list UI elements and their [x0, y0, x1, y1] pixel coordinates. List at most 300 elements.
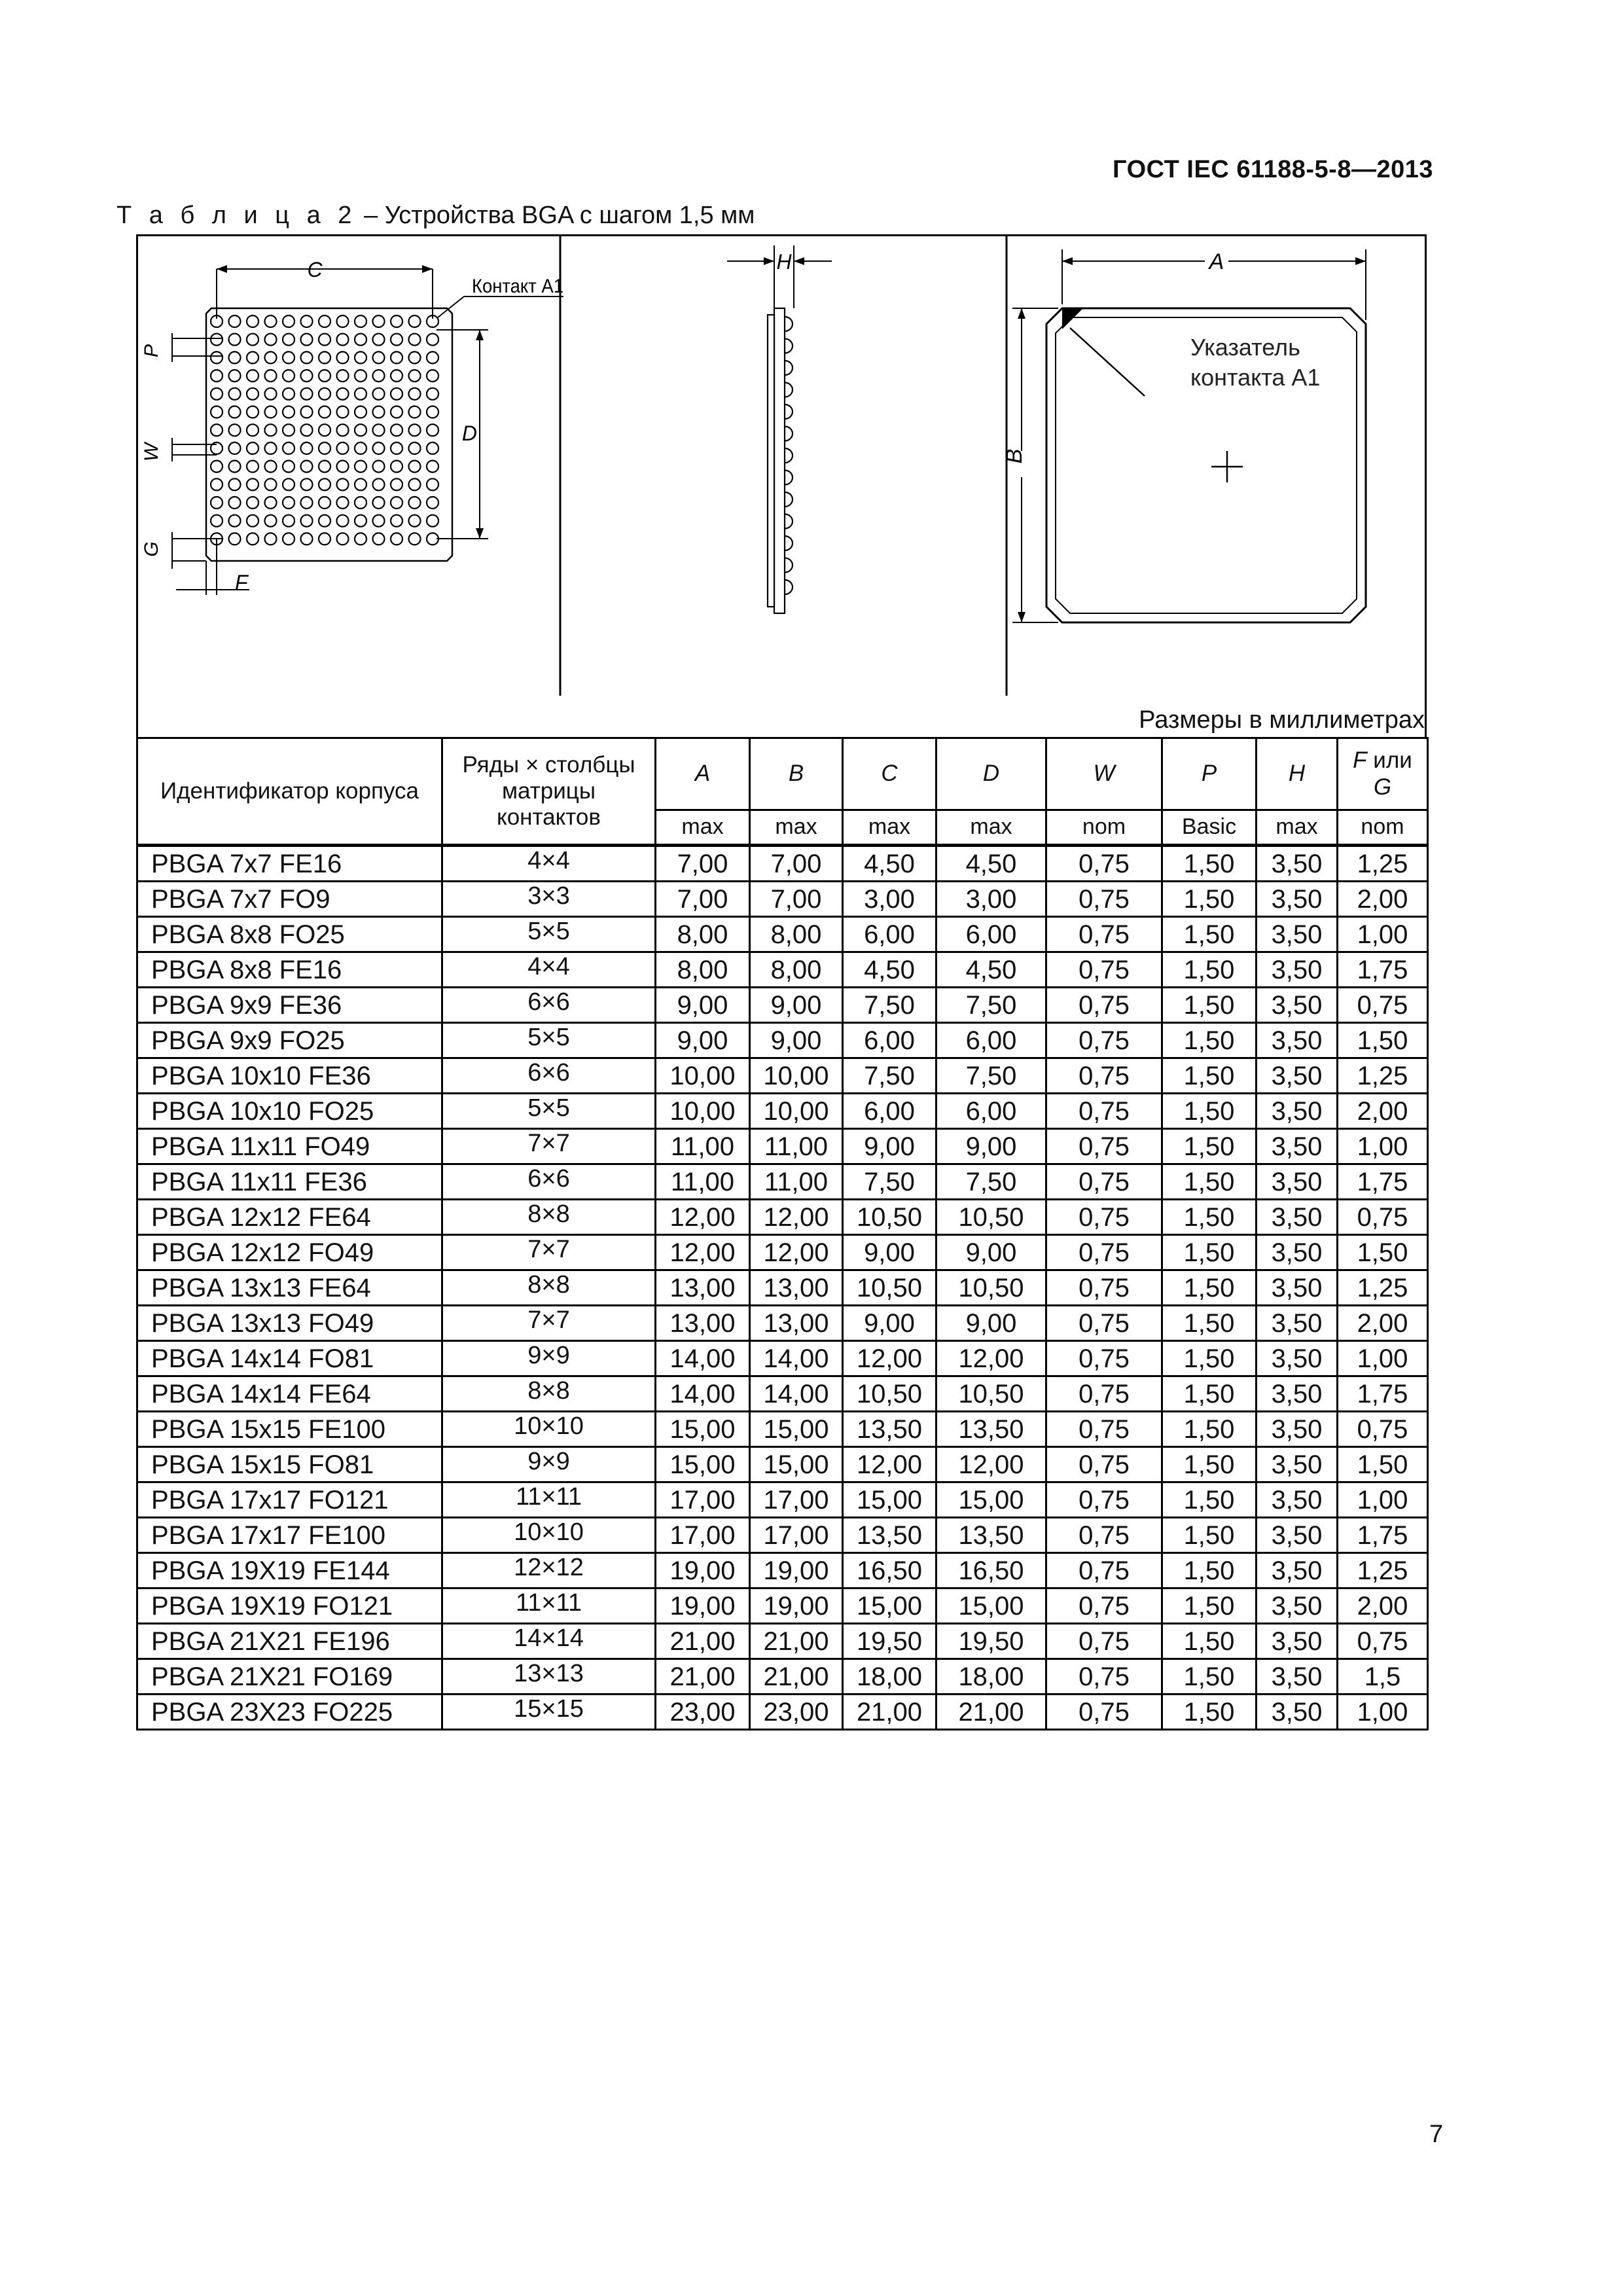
value-cell: 15,00 [843, 1482, 936, 1518]
value-cell: 4,50 [843, 846, 936, 882]
value-cell: 11,00 [750, 1129, 843, 1164]
table-row [137, 1447, 1428, 1482]
value-cell: 13,00 [750, 1270, 843, 1306]
units-note: Размеры в миллиметрах [1139, 706, 1425, 734]
value-cell: 19,00 [750, 1553, 843, 1588]
value-cell: 0,75 [1046, 917, 1162, 952]
header-g: G [1373, 774, 1392, 800]
value-cell: 10,50 [843, 1270, 936, 1306]
value-cell: 4,50 [936, 952, 1046, 988]
value-cell: 1,75 [1338, 1518, 1428, 1553]
value-cell: 2,00 [1338, 1306, 1428, 1341]
value-cell: 1,50 [1338, 1023, 1428, 1058]
matrix-cell: 10×10 [442, 1518, 656, 1553]
value-cell: 23,00 [750, 1695, 843, 1730]
value-cell: 17,00 [656, 1482, 750, 1518]
value-cell: 18,00 [936, 1659, 1046, 1695]
top-view-drawing [1012, 249, 1366, 622]
dim-label-c: C [307, 258, 323, 281]
value-cell: 0,75 [1046, 988, 1162, 1023]
value-cell: 15,00 [750, 1447, 843, 1482]
value-cell: 2,00 [1338, 1094, 1428, 1129]
package-id-cell: PBGA 8x8 FO25 [137, 917, 442, 952]
table-row [137, 1659, 1428, 1695]
value-cell: 0,75 [1046, 1094, 1162, 1129]
table-row [137, 952, 1428, 988]
package-id-cell: PBGA 21X21 FE196 [137, 1624, 442, 1659]
table-row [137, 846, 1428, 882]
bottom-view-drawing [172, 265, 563, 595]
value-cell: 10,50 [843, 1200, 936, 1235]
value-cell: 0,75 [1046, 1518, 1162, 1553]
value-cell: 9,00 [656, 988, 750, 1023]
value-cell: 13,50 [843, 1518, 936, 1553]
matrix-cell: 7×7 [442, 1306, 656, 1341]
table-row [137, 1094, 1428, 1129]
value-cell: 21,00 [843, 1695, 936, 1730]
value-cell: 0,75 [1046, 882, 1162, 917]
value-cell: 12,00 [936, 1447, 1046, 1482]
value-cell: 15,00 [656, 1412, 750, 1447]
table-body [137, 846, 1428, 1730]
package-id-cell: PBGA 13x13 FE64 [137, 1270, 442, 1306]
solder-ball-side [785, 471, 793, 485]
solder-ball-side [785, 361, 793, 375]
value-cell: 9,00 [936, 1129, 1046, 1164]
value-cell: 11,00 [656, 1129, 750, 1164]
package-id-cell: PBGA 9x9 FO25 [137, 1023, 442, 1058]
value-cell: 1,50 [1162, 846, 1257, 882]
value-cell: 3,50 [1257, 1200, 1338, 1235]
package-id-cell: PBGA 14x14 FE64 [137, 1376, 442, 1412]
table-row [137, 1376, 1428, 1412]
subheader-cell: max [1257, 810, 1338, 846]
package-id-cell: PBGA 19X19 FE144 [137, 1553, 442, 1588]
value-cell: 8,00 [750, 917, 843, 952]
subheader-cell: max [750, 810, 843, 846]
value-cell: 1,75 [1338, 952, 1428, 988]
dim-label-d: D [461, 422, 477, 445]
solder-ball-side [785, 317, 793, 331]
value-cell: 10,00 [656, 1058, 750, 1094]
matrix-cell: 8×8 [442, 1200, 656, 1235]
value-cell: 1,50 [1162, 1164, 1257, 1200]
table-row [137, 1058, 1428, 1094]
header-b: B [750, 738, 843, 810]
value-cell: 3,50 [1257, 1624, 1338, 1659]
package-id-cell: PBGA 7x7 FE16 [137, 846, 442, 882]
subheader-cell: nom [1338, 810, 1428, 846]
value-cell: 19,00 [656, 1588, 750, 1624]
value-cell: 1,50 [1162, 1094, 1257, 1129]
matrix-cell: 4×4 [442, 952, 656, 988]
value-cell: 7,50 [936, 1058, 1046, 1094]
package-id-cell: PBGA 10x10 FE36 [137, 1058, 442, 1094]
value-cell: 1,50 [1162, 1695, 1257, 1730]
dim-label-h: H [776, 250, 792, 274]
table-row [137, 1624, 1428, 1659]
header-c: C [843, 738, 936, 810]
value-cell: 21,00 [936, 1695, 1046, 1730]
value-cell: 1,50 [1162, 1058, 1257, 1094]
solder-ball-side [785, 427, 793, 441]
value-cell: 1,50 [1162, 1376, 1257, 1412]
matrix-cell: 4×4 [442, 846, 656, 882]
matrix-cell: 5×5 [442, 1094, 656, 1129]
package-id-cell: PBGA 23X23 FO225 [137, 1695, 442, 1730]
value-cell: 6,00 [936, 917, 1046, 952]
value-cell: 7,50 [843, 1164, 936, 1200]
value-cell: 19,00 [656, 1553, 750, 1588]
value-cell: 3,50 [1257, 1376, 1338, 1412]
value-cell: 1,50 [1162, 1553, 1257, 1588]
value-cell: 0,75 [1046, 846, 1162, 882]
side-ball-column [785, 317, 793, 594]
value-cell: 0,75 [1046, 952, 1162, 988]
matrix-cell: 7×7 [442, 1129, 656, 1164]
value-cell: 1,50 [1162, 952, 1257, 988]
value-cell: 3,50 [1257, 1659, 1338, 1695]
matrix-cell: 15×15 [442, 1695, 656, 1730]
matrix-cell: 9×9 [442, 1341, 656, 1376]
value-cell: 3,50 [1257, 1058, 1338, 1094]
value-cell: 19,50 [843, 1624, 936, 1659]
value-cell: 0,75 [1046, 1447, 1162, 1482]
solder-ball-side [785, 580, 793, 594]
package-id-cell: PBGA 12x12 FO49 [137, 1235, 442, 1270]
value-cell: 9,00 [843, 1306, 936, 1341]
value-cell: 14,00 [656, 1341, 750, 1376]
value-cell: 7,00 [656, 846, 750, 882]
value-cell: 1,50 [1162, 1341, 1257, 1376]
matrix-cell: 9×9 [442, 1447, 656, 1482]
bga-dimensions-table [136, 737, 1429, 1731]
value-cell: 10,00 [656, 1094, 750, 1129]
value-cell: 10,50 [936, 1200, 1046, 1235]
value-cell: 8,00 [750, 952, 843, 988]
matrix-cell: 13×13 [442, 1659, 656, 1695]
dim-label-w: W [141, 442, 162, 462]
value-cell: 1,50 [1162, 882, 1257, 917]
header-package-id: Идентификатор корпуса [137, 738, 442, 846]
value-cell: 21,00 [750, 1624, 843, 1659]
value-cell: 1,50 [1162, 1200, 1257, 1235]
solder-ball-side [785, 536, 793, 550]
value-cell: 7,50 [843, 988, 936, 1023]
value-cell: 0,75 [1046, 1341, 1162, 1376]
package-id-cell: PBGA 15x15 FO81 [137, 1447, 442, 1482]
subheader-cell: Basic [1162, 810, 1257, 846]
package-drawing-panel [136, 234, 1427, 738]
header-f-or-g [1338, 738, 1428, 810]
dim-label-g: G [141, 541, 162, 557]
value-cell: 8,00 [656, 917, 750, 952]
value-cell: 13,50 [843, 1412, 936, 1447]
package-id-cell: PBGA 9x9 FE36 [137, 988, 442, 1023]
value-cell: 3,50 [1257, 1412, 1338, 1447]
value-cell: 4,50 [843, 952, 936, 988]
value-cell: 7,50 [843, 1058, 936, 1094]
package-id-cell: PBGA 11x11 FO49 [137, 1129, 442, 1164]
value-cell: 17,00 [656, 1518, 750, 1553]
value-cell: 9,00 [750, 988, 843, 1023]
package-id-cell: PBGA 11x11 FE36 [137, 1164, 442, 1200]
package-drawing [138, 236, 1429, 740]
header-or: или [1366, 747, 1412, 774]
page-number: 7 [1429, 2121, 1444, 2148]
value-cell: 3,50 [1257, 1164, 1338, 1200]
value-cell: 13,00 [656, 1270, 750, 1306]
value-cell: 3,50 [1257, 952, 1338, 988]
table-row [137, 1129, 1428, 1164]
value-cell: 14,00 [750, 1376, 843, 1412]
value-cell: 21,00 [656, 1624, 750, 1659]
value-cell: 10,50 [936, 1376, 1046, 1412]
value-cell: 3,50 [1257, 1588, 1338, 1624]
value-cell: 1,25 [1338, 846, 1428, 882]
value-cell: 6,00 [936, 1023, 1046, 1058]
value-cell: 0,75 [1046, 1023, 1162, 1058]
value-cell: 1,50 [1162, 1412, 1257, 1447]
value-cell: 18,00 [843, 1659, 936, 1695]
value-cell: 3,50 [1257, 1482, 1338, 1518]
value-cell: 0,75 [1046, 1129, 1162, 1164]
table-row [137, 1235, 1428, 1270]
value-cell: 0,75 [1046, 1695, 1162, 1730]
value-cell: 2,00 [1338, 1588, 1428, 1624]
matrix-cell: 5×5 [442, 1023, 656, 1058]
value-cell: 0,75 [1046, 1588, 1162, 1624]
package-id-cell: PBGA 21X21 FO169 [137, 1659, 442, 1695]
value-cell: 12,00 [656, 1235, 750, 1270]
value-cell: 0,75 [1338, 1412, 1428, 1447]
side-view-drawing [727, 245, 832, 613]
package-id-cell: PBGA 14x14 FO81 [137, 1341, 442, 1376]
value-cell: 3,50 [1257, 1129, 1338, 1164]
table-row [137, 1023, 1428, 1058]
value-cell: 1,50 [1162, 1447, 1257, 1482]
value-cell: 0,75 [1046, 1482, 1162, 1518]
package-id-cell: PBGA 13x13 FO49 [137, 1306, 442, 1341]
value-cell: 1,50 [1162, 1624, 1257, 1659]
table-row [137, 1341, 1428, 1376]
value-cell: 1,50 [1162, 917, 1257, 952]
solder-ball-side [785, 383, 793, 397]
value-cell: 12,00 [750, 1235, 843, 1270]
solder-ball-side [785, 404, 793, 419]
value-cell: 16,50 [843, 1553, 936, 1588]
table-row [137, 1553, 1428, 1588]
value-cell: 9,00 [843, 1235, 936, 1270]
table-caption [116, 202, 755, 230]
value-cell: 1,5 [1338, 1659, 1428, 1695]
table-row [137, 1306, 1428, 1341]
matrix-cell: 11×11 [442, 1482, 656, 1518]
value-cell: 1,75 [1338, 1164, 1428, 1200]
dim-label-b: B [1002, 448, 1027, 464]
matrix-cell: 8×8 [442, 1270, 656, 1306]
value-cell: 12,00 [656, 1200, 750, 1235]
value-cell: 1,50 [1162, 1518, 1257, 1553]
value-cell: 9,00 [936, 1306, 1046, 1341]
value-cell: 1,50 [1162, 988, 1257, 1023]
value-cell: 6,00 [843, 917, 936, 952]
table-row [137, 988, 1428, 1023]
subheader-cell: nom [1046, 810, 1162, 846]
value-cell: 15,00 [843, 1588, 936, 1624]
header-w: W [1046, 738, 1162, 810]
solder-ball-side [785, 514, 793, 529]
value-cell: 3,50 [1257, 1094, 1338, 1129]
value-cell: 3,50 [1257, 882, 1338, 917]
value-cell: 1,00 [1338, 1341, 1428, 1376]
value-cell: 12,00 [843, 1341, 936, 1376]
matrix-cell: 10×10 [442, 1412, 656, 1447]
value-cell: 1,75 [1338, 1376, 1428, 1412]
value-cell: 0,75 [1046, 1412, 1162, 1447]
package-id-cell: PBGA 12x12 FE64 [137, 1200, 442, 1235]
table-row [137, 1164, 1428, 1200]
value-cell: 1,50 [1162, 1235, 1257, 1270]
package-id-cell: PBGA 7x7 FO9 [137, 882, 442, 917]
value-cell: 7,00 [656, 882, 750, 917]
value-cell: 3,50 [1257, 1023, 1338, 1058]
value-cell: 1,50 [1338, 1447, 1428, 1482]
pin-indicator-label-line1: Указатель [1190, 334, 1300, 361]
value-cell: 6,00 [936, 1094, 1046, 1129]
value-cell: 0,75 [1338, 988, 1428, 1023]
value-cell: 0,75 [1046, 1659, 1162, 1695]
standard-designation: ГОСТ IEC 61188-5-8—2013 [1113, 156, 1433, 183]
value-cell: 11,00 [656, 1164, 750, 1200]
value-cell: 1,50 [1162, 1588, 1257, 1624]
header-f: F [1353, 747, 1367, 774]
value-cell: 4,50 [936, 846, 1046, 882]
value-cell: 0,75 [1338, 1624, 1428, 1659]
header-d: D [936, 738, 1046, 810]
table-row [137, 1412, 1428, 1447]
value-cell: 1,25 [1338, 1058, 1428, 1094]
package-id-cell: PBGA 15x15 FE100 [137, 1412, 442, 1447]
table-row [137, 1518, 1428, 1553]
value-cell: 3,50 [1257, 988, 1338, 1023]
value-cell: 21,00 [656, 1659, 750, 1695]
value-cell: 1,00 [1338, 917, 1428, 952]
value-cell: 0,75 [1046, 1200, 1162, 1235]
value-cell: 0,75 [1046, 1624, 1162, 1659]
value-cell: 3,50 [1257, 846, 1338, 882]
value-cell: 0,75 [1046, 1164, 1162, 1200]
value-cell: 9,00 [656, 1023, 750, 1058]
value-cell: 3,50 [1257, 1447, 1338, 1482]
value-cell: 15,00 [936, 1482, 1046, 1518]
matrix-cell: 14×14 [442, 1624, 656, 1659]
value-cell: 0,75 [1046, 1235, 1162, 1270]
table-row [137, 1482, 1428, 1518]
pin-indicator-label-line2: контакта A1 [1190, 364, 1321, 391]
value-cell: 3,00 [843, 882, 936, 917]
value-cell: 0,75 [1046, 1553, 1162, 1588]
value-cell: 3,50 [1257, 1306, 1338, 1341]
value-cell: 13,50 [936, 1518, 1046, 1553]
matrix-cell: 11×11 [442, 1588, 656, 1624]
table-caption-text: – Устройства BGA с шагом 1,5 мм [357, 202, 755, 229]
value-cell: 3,00 [936, 882, 1046, 917]
dim-label-p: P [141, 344, 162, 358]
header-p: P [1162, 738, 1257, 810]
value-cell: 1,50 [1162, 1129, 1257, 1164]
value-cell: 9,00 [843, 1129, 936, 1164]
value-cell: 1,00 [1338, 1482, 1428, 1518]
matrix-cell: 7×7 [442, 1235, 656, 1270]
value-cell: 14,00 [750, 1341, 843, 1376]
matrix-cell: 3×3 [442, 882, 656, 917]
value-cell: 3,50 [1257, 917, 1338, 952]
matrix-cell: 12×12 [442, 1553, 656, 1588]
package-id-cell: PBGA 17x17 FO121 [137, 1482, 442, 1518]
value-cell: 3,50 [1257, 1270, 1338, 1306]
matrix-cell: 6×6 [442, 1058, 656, 1094]
value-cell: 0,75 [1046, 1306, 1162, 1341]
value-cell: 10,50 [843, 1376, 936, 1412]
value-cell: 1,50 [1338, 1235, 1428, 1270]
subheader-cell: max [936, 810, 1046, 846]
value-cell: 23,00 [656, 1695, 750, 1730]
value-cell: 7,50 [936, 988, 1046, 1023]
value-cell: 11,00 [750, 1164, 843, 1200]
value-cell: 1,50 [1162, 1270, 1257, 1306]
value-cell: 19,00 [750, 1588, 843, 1624]
value-cell: 1,25 [1338, 1553, 1428, 1588]
value-cell: 0,75 [1338, 1200, 1428, 1235]
value-cell: 3,50 [1257, 1235, 1338, 1270]
value-cell: 10,50 [936, 1270, 1046, 1306]
value-cell: 16,50 [936, 1553, 1046, 1588]
solder-ball-side [785, 492, 793, 507]
value-cell: 13,50 [936, 1412, 1046, 1447]
value-cell: 2,00 [1338, 882, 1428, 917]
value-cell: 21,00 [750, 1659, 843, 1695]
value-cell: 1,00 [1338, 1129, 1428, 1164]
matrix-cell: 8×8 [442, 1376, 656, 1412]
table-row [137, 1695, 1428, 1730]
value-cell: 12,00 [936, 1341, 1046, 1376]
value-cell: 3,50 [1257, 1695, 1338, 1730]
solder-ball-side [785, 558, 793, 573]
value-cell: 10,00 [750, 1094, 843, 1129]
value-cell: 6,00 [843, 1094, 936, 1129]
value-cell: 3,50 [1257, 1518, 1338, 1553]
value-cell: 19,50 [936, 1624, 1046, 1659]
table-row [137, 1200, 1428, 1235]
table-row [137, 1270, 1428, 1306]
value-cell: 6,00 [843, 1023, 936, 1058]
package-id-cell: PBGA 10x10 FO25 [137, 1094, 442, 1129]
value-cell: 8,00 [656, 952, 750, 988]
solder-ball-side [785, 448, 793, 463]
value-cell: 13,00 [750, 1306, 843, 1341]
value-cell: 1,50 [1162, 1023, 1257, 1058]
value-cell: 0,75 [1046, 1058, 1162, 1094]
subheader-cell: max [843, 810, 936, 846]
value-cell: 9,00 [936, 1235, 1046, 1270]
dim-label-a: A [1209, 249, 1224, 274]
value-cell: 3,50 [1257, 1553, 1338, 1588]
matrix-cell: 6×6 [442, 1164, 656, 1200]
value-cell: 15,00 [656, 1447, 750, 1482]
value-cell: 15,00 [936, 1588, 1046, 1624]
package-id-cell: PBGA 17x17 FE100 [137, 1518, 442, 1553]
